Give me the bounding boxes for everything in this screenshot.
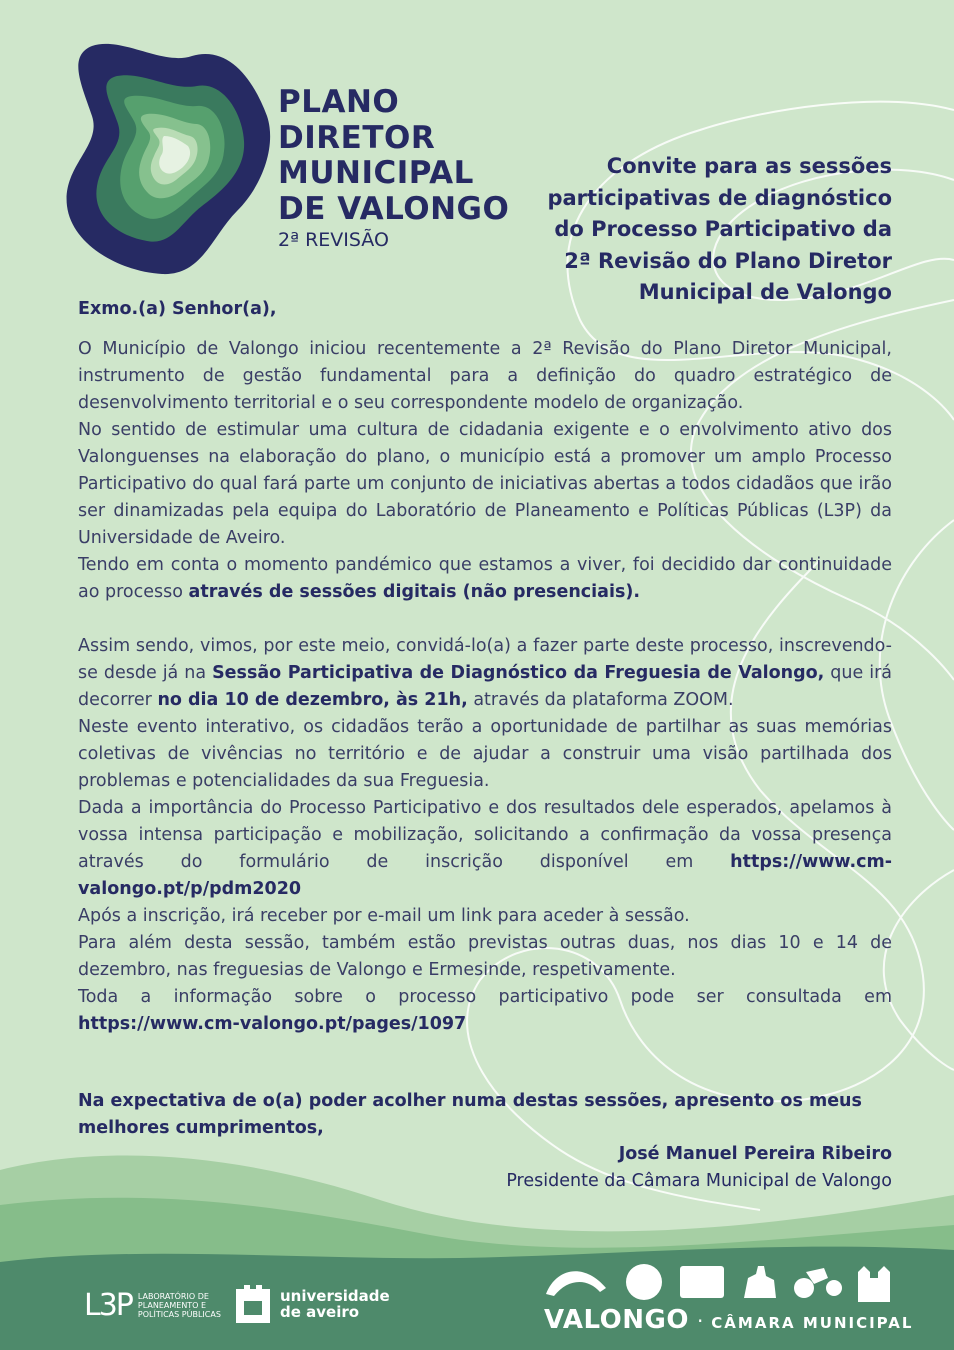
paragraph-3 [78,552,892,606]
paragraph-2: No sentido de estimular uma cultura de cidadania exigente e o envolvimento ativo dos Valonguenses na elaboração do plano, o município está a promover um amplo Processo Participativo do qual fará parte um conjunto de iniciativas abertas a todos cidadãos que irão ser dinamizadas pela equipa do Laboratório de Planeamento e Políticas Públicas (L3P) da Universidade de Aveiro. [78,420,892,548]
paragraph-8: Para além desta sessão, também estão previstas outras duas, nos dias 10 e 14 de dezembro, nas freguesias de Valongo e Ermesinde, respetivamente. [78,933,892,980]
paragraph-4 [78,633,892,714]
ua-text-line-2: de aveiro [280,1303,360,1321]
plan-title [278,85,509,253]
valongo-city: VALONGO [544,1305,689,1335]
paragraph-3-text: Tendo em conta o momento pandémico que estamos a viver, foi decidido dar continuidade ao processo [78,555,892,602]
paragraph-3-bold: através de sessões digitais (não presenciais). [188,582,641,602]
title-line-4: DE VALONGO [278,190,510,227]
l3p-text-line-2: PLANEAMENTO E [137,1301,207,1310]
mountain-icon [546,1271,606,1296]
paragraph-4-text-c: que irá decorrer [78,663,893,710]
l3p-text-line-1: LABORATÓRIO DE [137,1292,209,1301]
paragraph-7: Após a inscrição, irá receber por e-mail um link para aceder à sessão. [78,906,690,926]
cyclist-icon [794,1268,842,1298]
university-aveiro-logo [234,1283,390,1325]
session-date: no dia 10 de dezembro, às 21h, [157,690,468,710]
figures-icon [744,1266,776,1298]
ua-text [280,1288,390,1320]
l3p-logo [84,1288,221,1323]
camara-municipal: CÂMARA MUNICIPAL [711,1314,914,1332]
closing-text: Na expectativa de o(a) poder acolher numa destas sessões, apresento os meus melhores cumprimentos, [78,1091,862,1138]
paragraph-5: Neste evento interativo, os cidadãos terão a oportunidade de partilhar as suas memórias coletivas de vivências no território e de ajudar a construir uma visão partilhada dos problemas e potencialidades da sua Freguesia. [78,717,892,791]
invite-title: Convite para as sessões participativas de diagnóstico do Processo Participativo da 2ª Revisão do Plano Diretor Municipal de Valongo [547,154,892,304]
ua-text-line-1: universidade [280,1287,390,1305]
paragraph-1: O Município de Valongo iniciou recentemente a 2ª Revisão do Plano Diretor Municipal, instrumento de gestão fundamental para a definição do quadro estratégico de desenvolvimento territorial e o seu correspondente modelo de organização. [78,339,892,413]
ua-emblem-icon [234,1283,272,1325]
screen-icon [680,1266,724,1298]
paragraph-6-text: Dada a importância do Processo Participativo e dos resultados dele esperados, apelamos à vossa intensa participação e mobilização, solicitando a confirmação da vossa presença através do formulário de inscrição disponível em [78,798,892,872]
signer-name: José Manuel Pereira Ribeiro [618,1144,892,1164]
title-line-2: DIRETOR [278,119,436,156]
valongo-emblems [544,1258,894,1304]
l3p-text-line-3: POLÍTICAS PÚBLICAS [137,1310,221,1319]
paragraph-4-text-a: Assim sendo, vimos, por este meio, convidá-lo(a) a fazer parte deste processo, inscrevendo-se desde já na [78,636,892,683]
registration-link[interactable]: https://www.cm-valongo.pt/p/pdm2020 [78,852,892,899]
paragraph-4-text-e: através da plataforma ZOOM. [467,690,734,710]
greeting: Exmo.(a) Senhor(a), [78,299,277,319]
paragraph-9-text: Toda a informação sobre o processo participativo pode ser consultada em [78,987,892,1007]
paragraph-9 [78,984,892,1038]
title-subtitle: 2ª REVISÃO [278,229,389,251]
letter-body [78,336,892,1038]
signature-block [506,1141,892,1195]
valongo-separator: · [696,1309,704,1333]
info-link[interactable]: https://www.cm-valongo.pt/pages/1097 [78,1014,467,1034]
paragraph-6 [78,795,892,903]
pdm-logo-icon [62,36,274,278]
camara-valongo-logo [544,1305,913,1335]
church-icon [858,1266,890,1302]
l3p-mark: L3P [84,1288,132,1323]
flower-icon [626,1264,662,1300]
l3p-text [138,1292,221,1319]
title-line-3: MUNICIPAL [278,155,474,191]
session-name: Sessão Participativa de Diagnóstico da Freguesia de Valongo, [212,663,825,683]
title-line-1: PLANO [278,84,400,120]
signer-role: Presidente da Câmara Municipal de Valongo [506,1171,892,1191]
